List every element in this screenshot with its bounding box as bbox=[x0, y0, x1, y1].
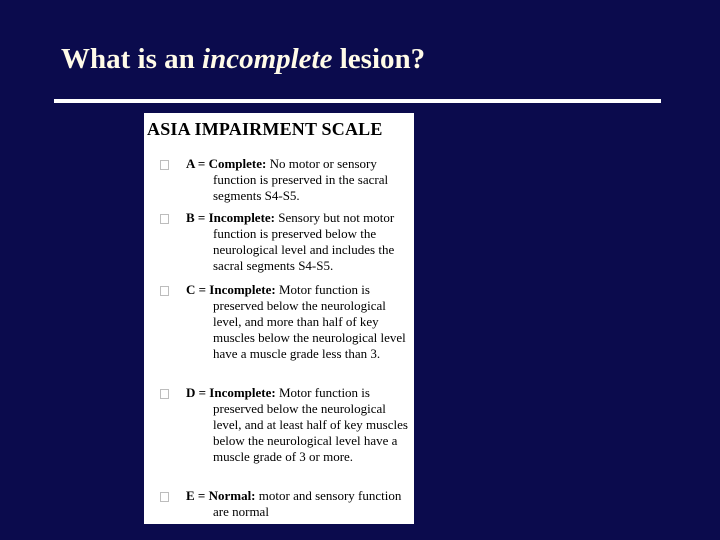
checkbox-icon[interactable] bbox=[160, 492, 169, 502]
grade-c-text bbox=[186, 282, 412, 362]
checkbox-icon[interactable] bbox=[160, 160, 169, 170]
checkbox-icon[interactable] bbox=[160, 389, 169, 399]
slide-title-end: lesion? bbox=[332, 43, 426, 75]
grade-b-text bbox=[186, 210, 412, 274]
slide-title bbox=[61, 44, 425, 76]
grade-e-text bbox=[186, 488, 412, 520]
grade-b-description: Sensory but not motor function is preserved below the neurological level and includes the sacral segments S4-S5. bbox=[213, 210, 395, 273]
checkbox-icon[interactable] bbox=[160, 286, 169, 296]
slide-title-start: What is an bbox=[61, 43, 203, 75]
grade-a-text bbox=[186, 156, 412, 204]
grade-e-description: motor and sensory function are normal bbox=[213, 488, 402, 519]
grade-d-text bbox=[186, 385, 412, 465]
grade-a-label: A = Complete: bbox=[186, 156, 267, 171]
grade-c-description: Motor function is preserved below the neurological level, and more than half of key muscles below the neurological level have a muscle grade less than 3. bbox=[213, 282, 406, 361]
grade-c-label: C = Incomplete: bbox=[186, 282, 276, 297]
grade-a-description: No motor or sensory function is preserved in the sacral segments S4-S5. bbox=[213, 156, 389, 203]
slide-title-emphasis: incomplete bbox=[202, 43, 333, 75]
asia-impairment-scale-card bbox=[144, 113, 414, 524]
grade-e-label: E = Normal: bbox=[186, 488, 256, 503]
grade-d-label: D = Incomplete: bbox=[186, 385, 276, 400]
checkbox-icon[interactable] bbox=[160, 214, 169, 224]
title-underline bbox=[54, 99, 661, 103]
scale-heading: ASIA IMPAIRMENT SCALE bbox=[147, 119, 383, 139]
grade-b-label: B = Incomplete: bbox=[186, 210, 276, 225]
grade-d-description: Motor function is preserved below the neurological level, and at least half of key muscles below the neurological level have a muscle grade of 3 or more. bbox=[213, 385, 408, 464]
